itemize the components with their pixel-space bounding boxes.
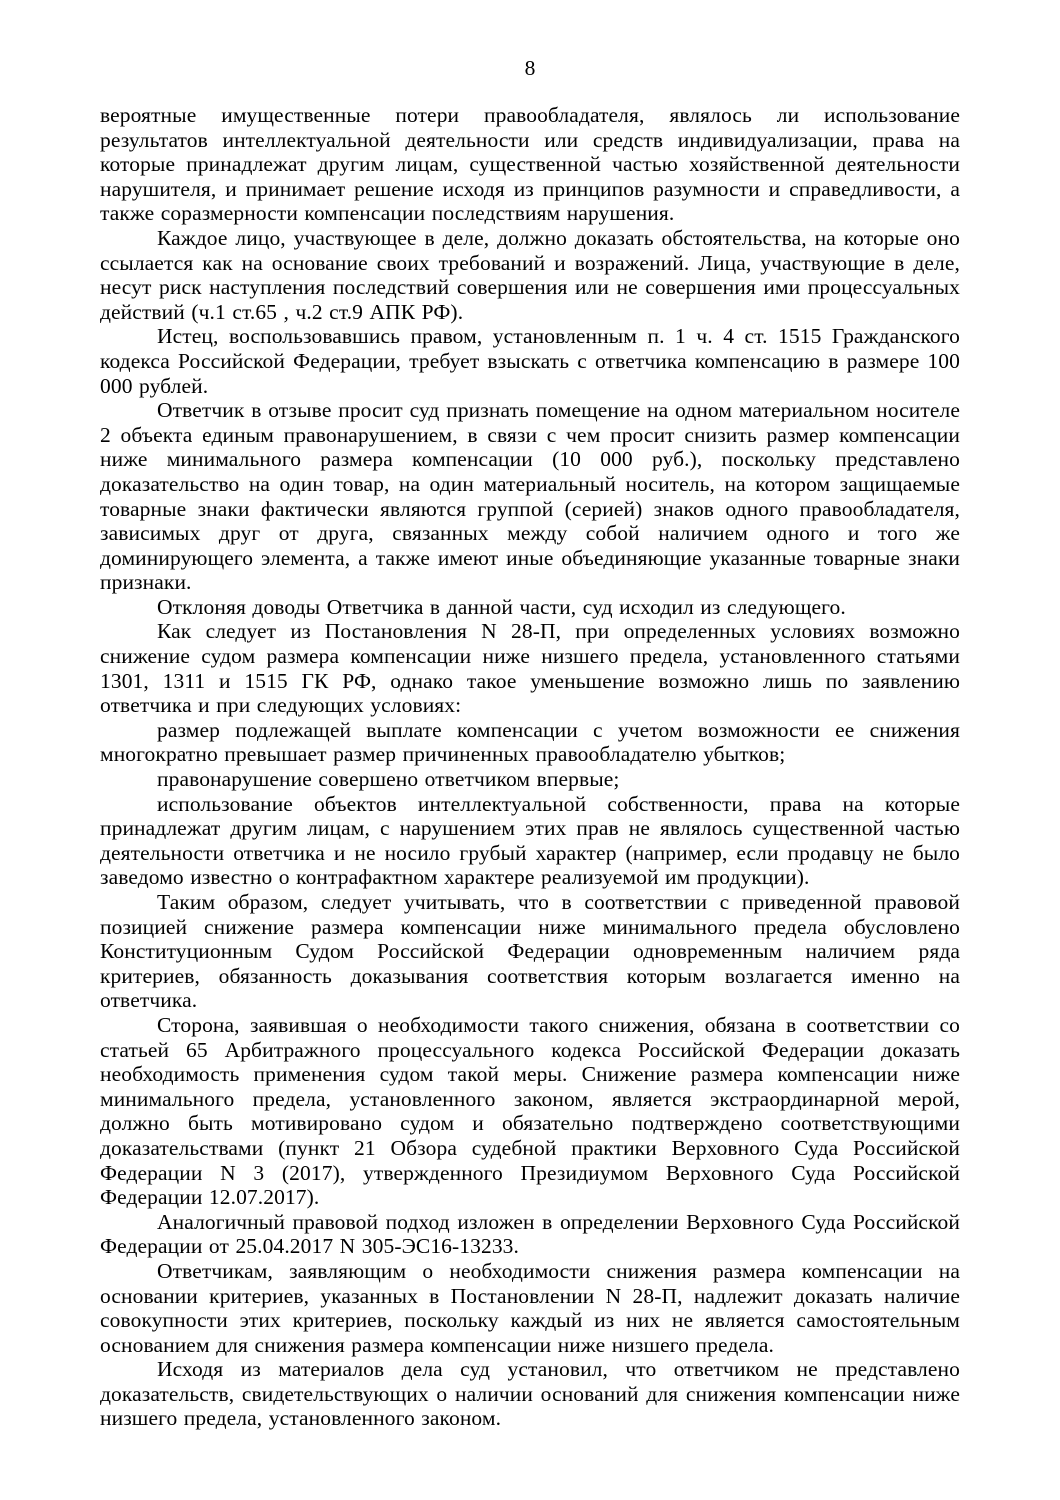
paragraph: Как следует из Постановления N 28-П, при определенных условиях возможно снижение судом размера компенсации ниже низшего предела, установленного статьями 1301, 1311 и 1515 ГК РФ, однако такое уменьшение возможно лишь по заявлению ответчика и при следующих условиях: [100, 619, 960, 718]
paragraph: вероятные имущественные потери правообладателя, являлось ли использование результатов интеллектуальной деятельности или средств индивидуализации, права на которые принадлежат другим лицам, существенной частью хозяйственной деятельности нарушителя, и принимает решение исходя из принципов разумности и справедливости, а также соразмерности компенсации последствиям нарушения. [100, 103, 960, 226]
paragraph: Таким образом, следует учитывать, что в соответствии с приведенной правовой позицией снижение размера компенсации ниже минимального предела обусловлено Конституционным Судом Российской Федерации одновременным наличием ряда критериев, обязанность доказывания соответствия которым возлагается именно на ответчика. [100, 890, 960, 1013]
paragraph: Сторона, заявившая о необходимости такого снижения, обязана в соответствии со статьей 65 Арбитражного процессуального кодекса Российской Федерации доказать необходимость применения судом такой меры. Снижение размера компенсации ниже минимального предела, установленного законом, является экстраординарной мерой, должно быть мотивировано судом и обязательно подтверждено соответствующими доказательствами (пункт 21 Обзора судебной практики Верховного Суда Российской Федерации N 3 (2017), утвержденного Президиумом Верховного Суда Российской Федерации 12.07.2017). [100, 1012, 960, 1210]
document-body [100, 103, 960, 1431]
paragraph: использование объектов интеллектуальной собственности, права на которые принадлежат другим лицам, с нарушением этих прав не являлось существенной частью деятельности ответчика и не носило грубый характер (например, если продавцу не было заведомо известно о контрафактном характере реализуемой им продукции). [100, 791, 960, 890]
paragraph: Отклоняя доводы Ответчика в данной части, суд исходил из следующего. [157, 594, 846, 619]
paragraph: Исходя из материалов дела суд установил, что ответчиком не представлено доказательств, свидетельствующих о наличии оснований для снижения компенсации ниже низшего предела, установленного законом. [100, 1357, 960, 1431]
paragraph: Аналогичный правовой подход изложен в определении Верховного Суда Российской Федерации от 25.04.2017 N 305-ЭС16-13233. [100, 1209, 960, 1259]
paragraph: размер подлежащей выплате компенсации с учетом возможности ее снижения многократно превышает размер причиненных правообладателю убытков; [100, 717, 960, 767]
page-number: 8 [524, 56, 536, 80]
paragraph: Каждое лицо, участвующее в деле, должно доказать обстоятельства, на которые оно ссылается как на основание своих требований и возражений. Лица, участвующие в деле, несут риск наступления последствий совершения или не совершения ими процессуальных действий (ч.1 ст.65 , ч.2 ст.9 АПК РФ). [100, 225, 960, 324]
paragraph: Истец, воспользовавшись правом, установленным п. 1 ч. 4 ст. 1515 Гражданского кодекса Российской Федерации, требует взыскать с ответчика компенсацию в размере 100 000 рублей. [100, 324, 960, 398]
paragraph: Ответчикам, заявляющим о необходимости снижения размера компенсации на основании критериев, указанных в Постановлении N 28-П, надлежит доказать наличие совокупности этих критериев, поскольку каждый из них не является самостоятельным основанием для снижения размера компенсации ниже низшего предела. [100, 1258, 960, 1357]
paragraph: правонарушение совершено ответчиком впервые; [157, 767, 620, 792]
paragraph: Ответчик в отзыве просит суд признать помещение на одном материальном носителе 2 объекта единым правонарушением, в связи с чем просит снизить размер компенсации ниже минимального размера компенсации (10 000 руб.), поскольку представлено доказательство на один товар, на один материальный носитель, на котором защищаемые товарные знаки фактически являются группой (серией) знаков одного правообладателя, зависимых друг от друга, связанных между собой наличием одного и того же доминирующего элемента, а также имеют иные объединяющие указанные товарные знаки признаки. [100, 398, 960, 595]
